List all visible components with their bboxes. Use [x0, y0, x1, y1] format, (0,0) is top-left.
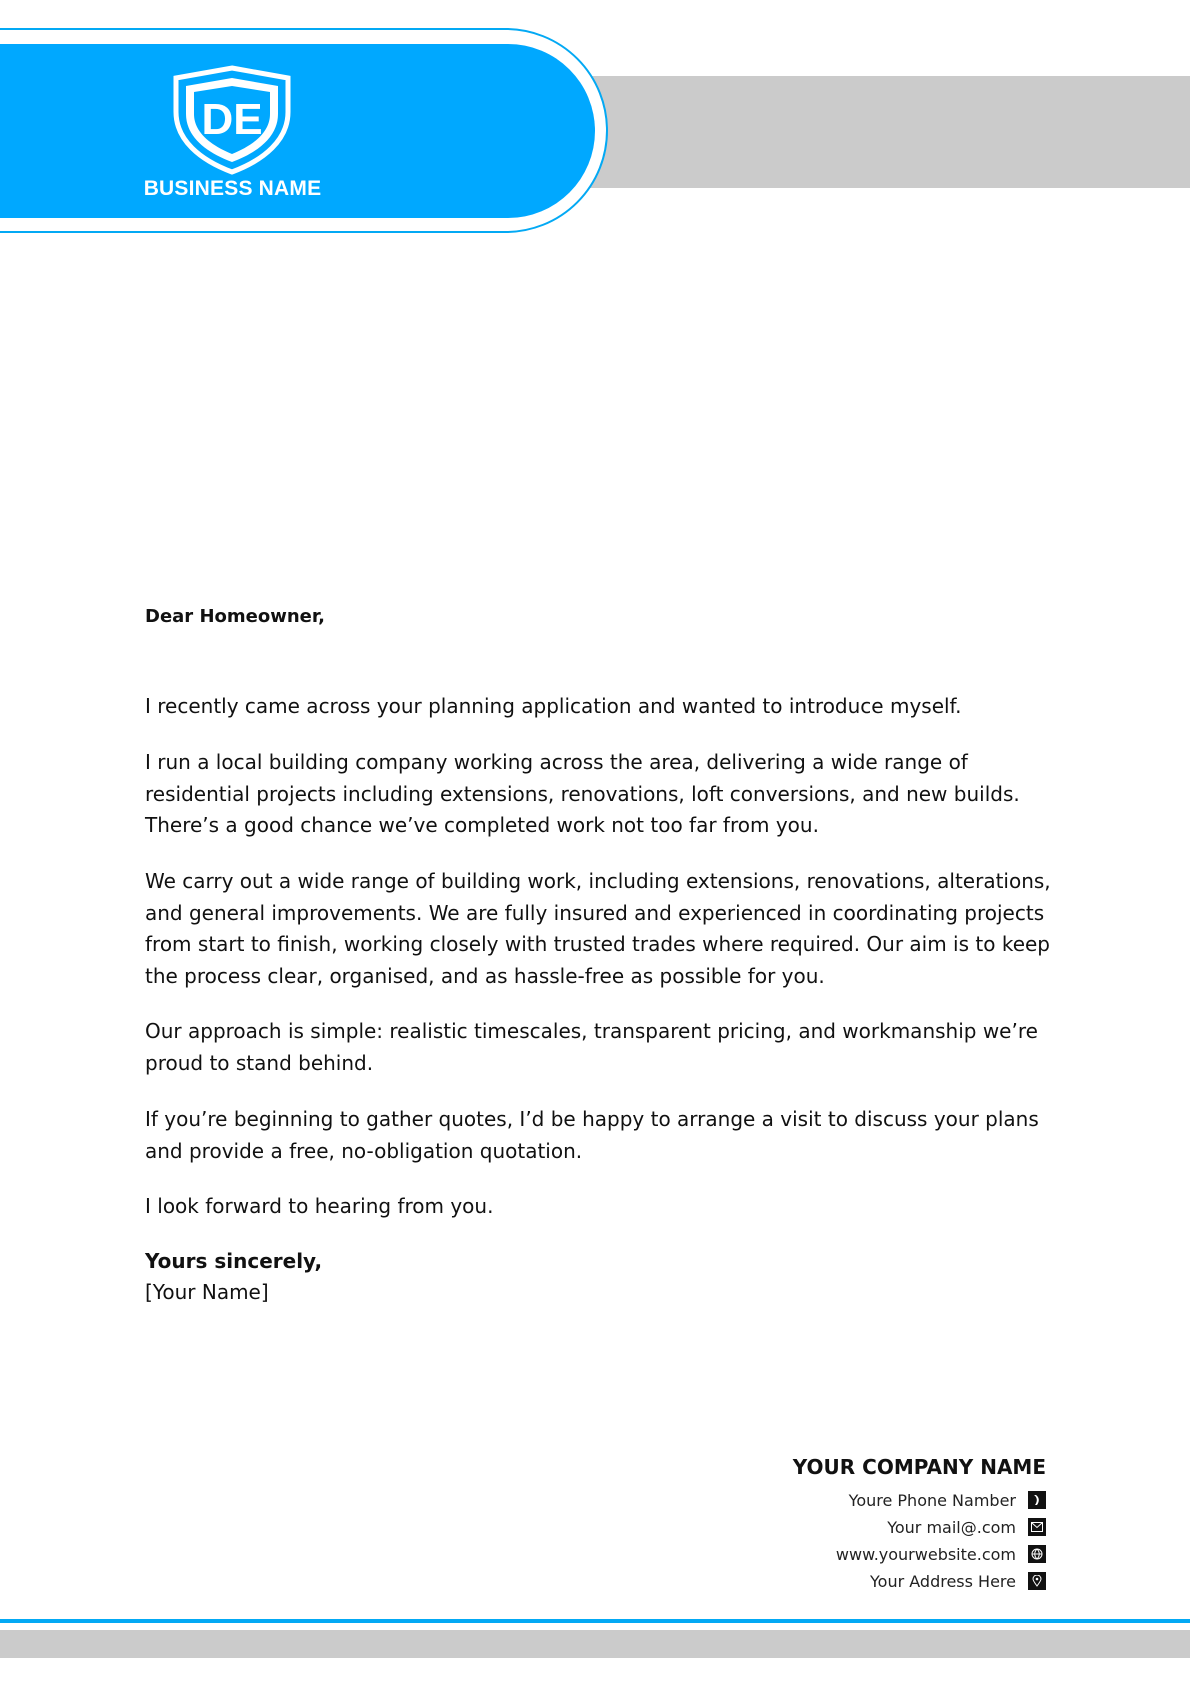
location-icon: [1028, 1572, 1046, 1590]
globe-icon: [1028, 1545, 1046, 1563]
letter-paragraph-3: We carry out a wide range of building work, including extensions, renovations, alterations, and general improvements. We are fully insured and experienced in coordinating projects from start to finish, working closely with trusted trades where required. Our aim is to keep the process clear, organised, and as hassle-free as possible for you.: [145, 869, 1051, 988]
footer-grey-band: [0, 1630, 1190, 1658]
contact-email: [887, 1516, 1046, 1538]
letter-greeting: Dear Homeowner,: [145, 606, 325, 627]
logo-monogram: DE: [201, 95, 263, 144]
mail-icon: [1028, 1518, 1046, 1536]
business-name: BUSINESS NAME: [143, 177, 322, 200]
phone-icon: [1028, 1491, 1046, 1509]
footer-blue-line: [0, 1619, 1190, 1623]
contact-website: [836, 1543, 1046, 1565]
address-text: Your Address Here: [870, 1571, 1016, 1591]
contact-address: [870, 1570, 1046, 1592]
letter-paragraph-5: If you’re beginning to gather quotes, I’d be happy to arrange a visit to discuss your plans and provide a free, no-obligation quotation.: [145, 1107, 1039, 1163]
contact-phone: [849, 1489, 1046, 1511]
letter-closing: Yours sincerely,: [145, 1249, 323, 1273]
footer-company-name: YOUR COMPANY NAME: [792, 1455, 1046, 1479]
letter-paragraph-2: I run a local building company working across the area, delivering a wide range of residential projects including extensions, renovations, loft conversions, and new builds. There’s a good chance we’ve completed work not too far from you.: [145, 750, 1020, 837]
letter-paragraph-6: I look forward to hearing from you.: [145, 1194, 494, 1218]
phone-text: Youre Phone Namber: [848, 1490, 1016, 1510]
website-text: www.yourwebsite.com: [835, 1544, 1016, 1564]
header-grey-band: [560, 76, 1190, 188]
letter-paragraph-1: I recently came across your planning application and wanted to introduce myself.: [145, 694, 962, 718]
letter-signature: [Your Name]: [145, 1280, 269, 1304]
letter-paragraph-4: Our approach is simple: realistic timescales, transparent pricing, and workmanship we’re proud to stand behind.: [145, 1019, 1038, 1075]
shield-logo-icon: [170, 64, 294, 176]
email-text: Your mail@.com: [887, 1517, 1016, 1537]
